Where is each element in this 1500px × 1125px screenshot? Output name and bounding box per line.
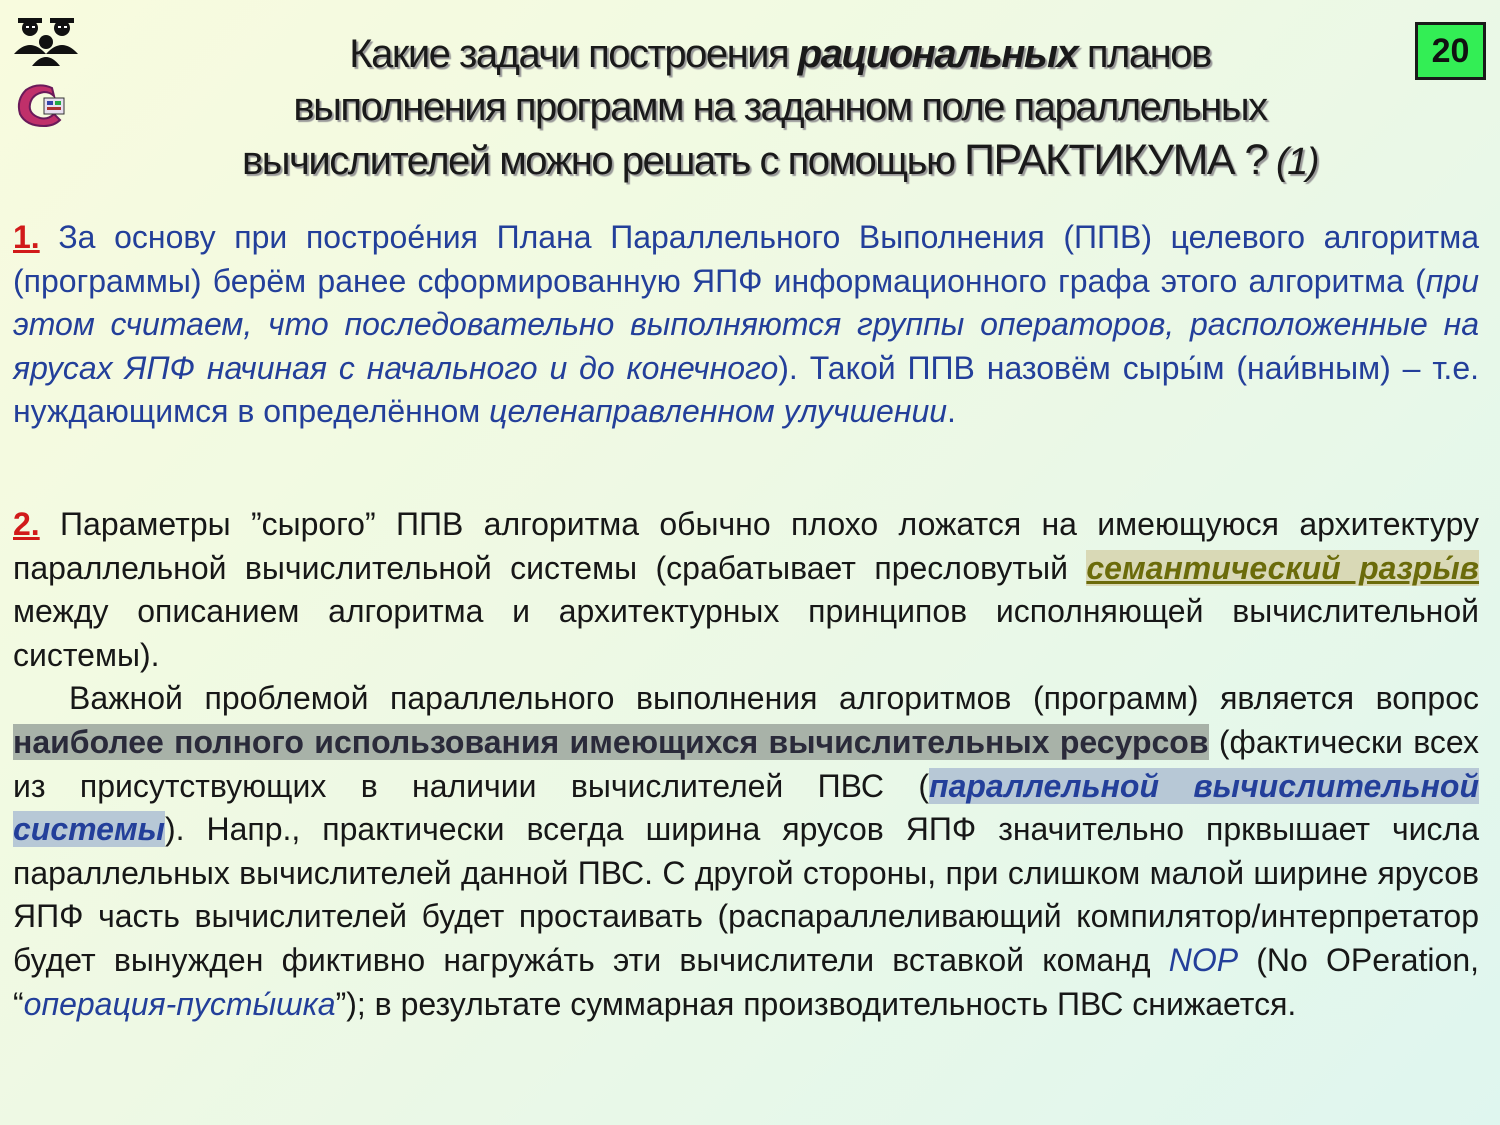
italic-text: операция-пусты́шка: [23, 985, 336, 1022]
title-part-number: (1): [1266, 141, 1318, 183]
paragraph-1: [13, 216, 1479, 434]
slide-title: [100, 28, 1460, 189]
text: (фактически всех из присутствующих в наличии вычислителей ПВС (: [13, 723, 1480, 804]
text: (No OPeration, “: [13, 941, 1480, 1022]
item-number: 1.: [13, 219, 40, 255]
italic-text: при этом считаем, что последовательно выполняются группы операторов, расположенные на ярусах ЯПФ начиная с начального и до конечного: [13, 262, 1479, 386]
title-line-2: выполнения программ на заданном поле параллельных: [293, 85, 1267, 129]
text: За основу при построе́ния Плана Параллельного Выполнения (ППВ) целевого алгоритма (программы) берём ранее сформированную ЯПФ информационного графа этого алгоритма (: [13, 219, 1479, 299]
users-icon: [12, 14, 84, 66]
c-logo-icon: [14, 80, 70, 130]
text: Параметры ”сырого” ППВ алгоритма обычно плохо ложатся на имеющуюся архитектуру параллельной вычислительной системы (срабатывает пресловутый: [13, 506, 1479, 586]
title-text: планов: [1077, 32, 1211, 76]
text: Важной проблемой параллельного выполнения алгоритмов (программ) является вопрос: [69, 680, 1479, 717]
text: ). Напр., практически всегда ширина ярусов ЯПФ значительно прквышает числа параллельных вычислителей данной ПВС. С другой стороны, при слишком малой ширине ярусов ЯПФ часть вычислителей будет простаивать (распараллеливающий компилятор/интерпретатор будет вынужден фиктивно нагружа́ть эти вычислители вставкой команд: [13, 811, 1479, 978]
title-text: Какие задачи построения: [349, 32, 798, 76]
text: между описанием алгоритма и архитектурных принципов исполняющей вычислительной системы).: [13, 593, 1479, 673]
semantic-gap-link[interactable]: семантический разры́в: [1086, 549, 1480, 586]
text: ). Такой ППВ назовём сыры́м (наи́вным) – т.е. нуждающимся в определённом: [13, 349, 1480, 430]
item-number: 2.: [13, 506, 40, 542]
title-emphasis: рациональных: [797, 32, 1078, 76]
title-line-3: [100, 134, 1460, 189]
highlighted-text: наиболее полного использования имеющихся вычислительных ресурсов: [13, 723, 1209, 760]
italic-highlighted-text: параллельной вычислительной системы: [13, 767, 1479, 848]
title-text: вычислителей можно решать с помощью: [242, 139, 965, 183]
text: ”); в результате суммарная производительность ПВС снижается.: [335, 985, 1297, 1022]
paragraph-3: [13, 677, 1479, 1026]
title-line-1: [100, 28, 1460, 81]
text: .: [947, 393, 956, 430]
nop-text: NOP: [1168, 941, 1239, 978]
title-practicum: ПРАКТИКУМА ?: [964, 136, 1267, 184]
slide-number: 20: [1415, 22, 1486, 80]
paragraph-2: [13, 503, 1479, 1026]
italic-text: целенаправленном улучшении: [489, 393, 948, 430]
